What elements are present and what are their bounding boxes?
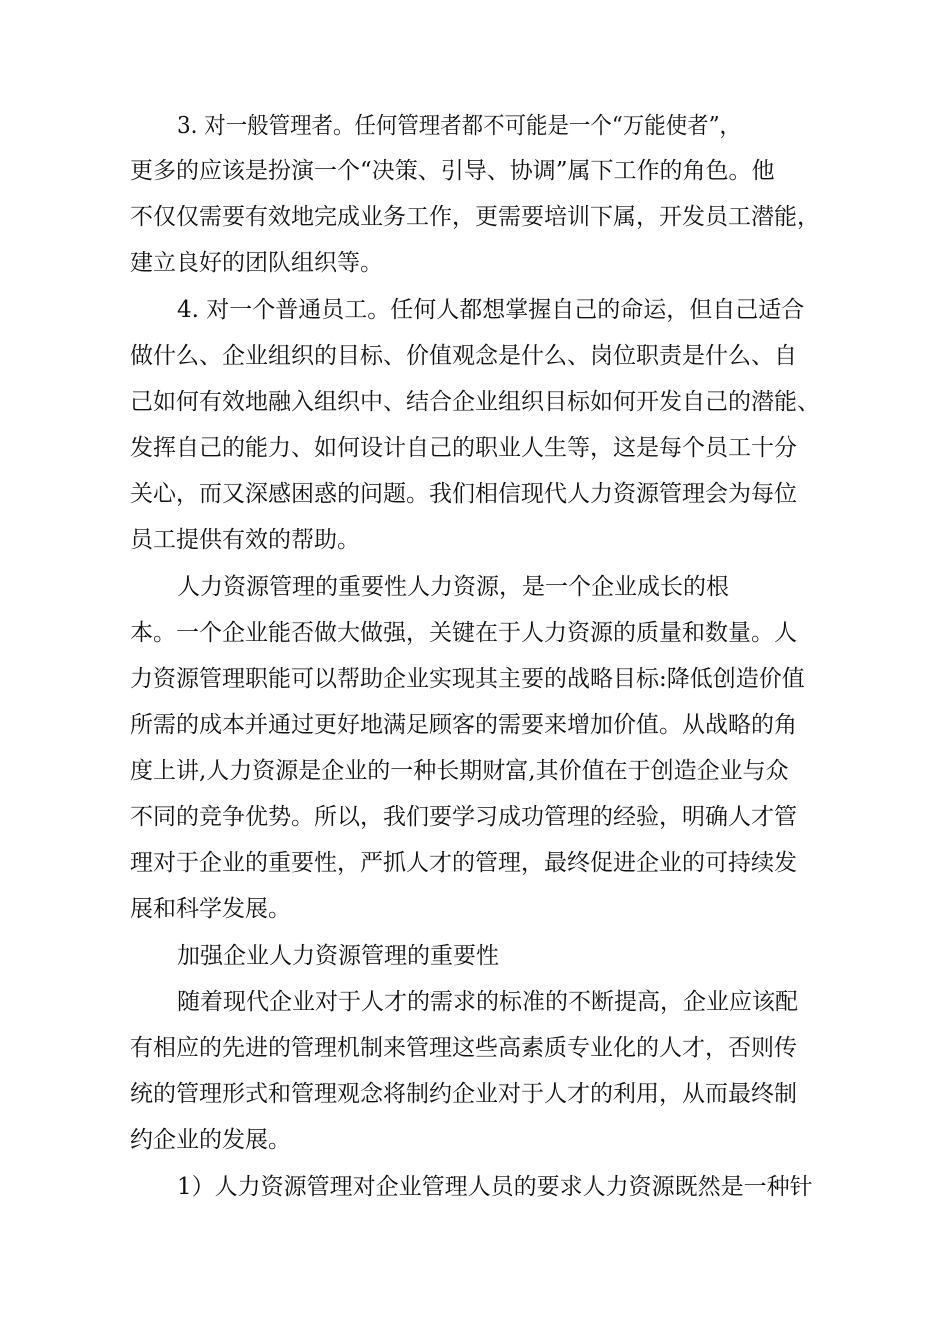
text-line: 1）人力资源管理对企业管理人员的要求人力资源既然是一种针 (177, 1174, 813, 1200)
text-line: 所需的成本并通过更好地满足顾客的需要来增加价值。从战略的角 (130, 712, 797, 738)
text-line: 己如何有效地融入组织中、结合企业组织目标如何开发自己的潜能、 (130, 389, 820, 415)
text-line: 统的管理形式和管理观念将制约企业对于人才的利用，从而最终制 (130, 1081, 797, 1107)
text-line: 人力资源管理的重要性人力资源，是一个企业成长的根 (177, 574, 729, 600)
text-line: 不仅仅需要有效地完成业务工作，更需要培训下属，开发员工潜能， (130, 204, 820, 230)
text-line: 有相应的先进的管理机制来管理这些高素质专业化的人才，否则传 (130, 1035, 797, 1061)
text-line: 更多的应该是扮演一个“决策、引导、协调”属下工作的角色。他 (130, 158, 775, 184)
text-line: 建立良好的团队组织等。 (130, 250, 383, 276)
text-line: 3. 对一般管理者。任何管理者都不可能是一个“万能使者”， (177, 113, 742, 139)
text-line: 力资源管理职能可以帮助企业实现其主要的战略目标:降低创造价值 (130, 666, 805, 692)
text-line: 随着现代企业对于人才的需求的标准的不断提高，企业应该配 (177, 989, 798, 1015)
text-line: 4. 对一个普通员工。任何人都想掌握自己的命运，但自己适合 (177, 297, 805, 323)
text-line: 理对于企业的重要性，严抓人才的管理，最终促进企业的可持续发 (130, 850, 797, 876)
text-line: 度上讲,人力资源是企业的一种长期财富,其价值在于创造企业与众 (130, 758, 789, 784)
text-line: 发挥自己的能力、如何设计自己的职业人生等，这是每个员工十分 (130, 435, 797, 461)
text-line: 本。一个企业能否做大做强，关键在于人力资源的质量和数量。人 (130, 620, 797, 646)
text-line: 关心，而又深感困惑的问题。我们相信现代人力资源管理会为每位 (130, 481, 797, 507)
text-line: 约企业的发展。 (130, 1127, 291, 1153)
text-line: 展和科学发展。 (130, 896, 291, 922)
text-line: 不同的竞争优势。所以，我们要学习成功管理的经验，明确人才管 (130, 804, 797, 830)
text-line: 做什么、企业组织的目标、价值观念是什么、岗位职责是什么、自 (130, 343, 797, 369)
text-line: 员工提供有效的帮助。 (130, 527, 360, 553)
section-heading: 加强企业人力资源管理的重要性 (177, 943, 499, 969)
